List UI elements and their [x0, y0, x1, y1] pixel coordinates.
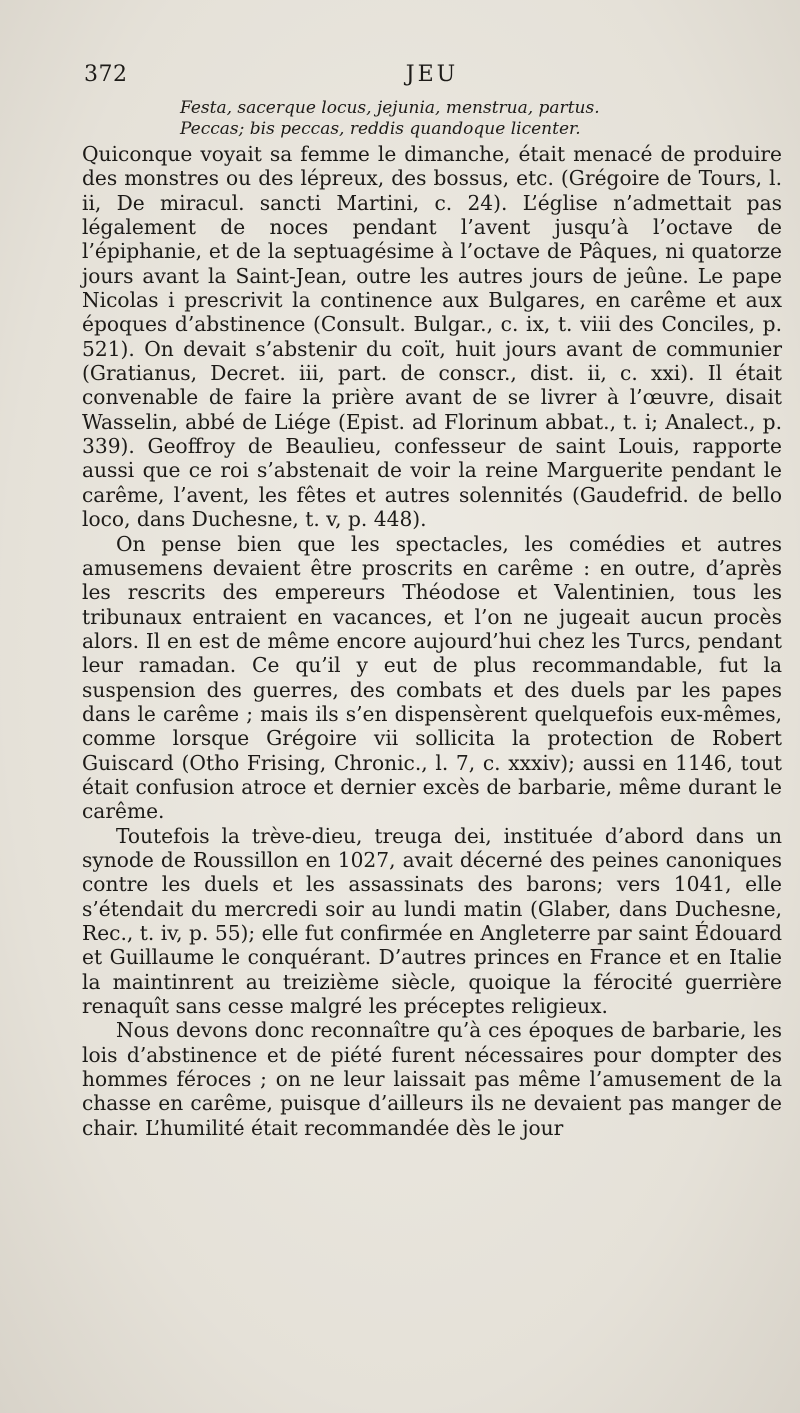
epigraph-line: Peccas; bis peccas, reddis quandoque licenter.: [180, 119, 581, 139]
body-text: [82, 142, 782, 1140]
latin-verse-epigraph: [180, 98, 700, 140]
paragraph: On pense bien que les spectacles, les comédies et autres amusemens devaient être proscrits en carême : en outre, d’après les rescrits des empereurs Théodose et Valentinien, tous les tribunaux entraient en vacances, et l’on ne jugeait aucun procès alors. Il en est de même encore aujourd’hui chez les Turcs, pendant leur ramadan. Ce qu’il y eut de plus recommandable, fut la suspension des guerres, des combats et des duels par les papes dans le carême ; mais ils s’en dispensèrent quelquefois eux-mêmes, comme lorsque Grégoire vii sollicita la protection de Robert Guiscard (Otho Frising, Chronic., l. 7, c. xxxiv); aussi en 1146, tout était confusion atroce et dernier excès de barbarie, même durant le carême.: [82, 531, 782, 824]
page-header: [84, 62, 780, 92]
running-head: JEU: [405, 62, 459, 87]
paragraph: Toutefois la trève-dieu, treuga dei, instituée d’abord dans un synode de Roussillon en 1027, avait décerné des peines canoniques contre les duels et les assassinats des barons; vers 1041, elle s’étendait du mercredi soir au lundi matin (Glaber, dans Duchesne, Rec., t. iv, p. 55); elle fut confirmée en Angleterre par saint Édouard et Guillaume le conquérant. D’autres princes en France et en Italie la maintinrent au treizième siècle, quoique la férocité guerrière renaquît sans cesse malgré les préceptes religieux.: [82, 823, 782, 1019]
epigraph-line: Festa, sacerque locus, jejunia, menstrua, partus.: [180, 98, 600, 118]
page-number: 372: [84, 62, 128, 87]
paragraph: Quiconque voyait sa femme le dimanche, était menacé de produire des monstres ou des lépreux, des bossus, etc. (Grégoire de Tours, l. ii, De miracul. sancti Martini, c. 24). L’église n’admettait pas légalement de noces pendant l’avent jusqu’à l’octave de l’épiphanie, et de la septuagésime à l’octave de Pâques, ni quatorze jours avant la Saint-Jean, outre les autres jours de jeûne. Le pape Nicolas i prescrivit la continence aux Bulgares, en carême et aux époques d’abstinence (Consult. Bulgar., c. ix, t. viii des Conciles, p. 521). On devait s’abstenir du coït, huit jours avant de communier (Gratianus, Decret. iii, part. de conscr., dist. ii, c. xxi). Il était convenable de faire la prière avant de se livrer à l’œuvre, disait Wasselin, abbé de Liége (Epist. ad Florinum abbat., t. i; Analect., p. 339). Geoffroy de Beaulieu, confesseur de saint Louis, rapporte aussi que ce roi s’abstenait de voir la reine Marguerite pendant le carême, l’avent, les fêtes et autres solennités (Gaudefrid. de bello loco, dans Duchesne, t. v, p. 448).: [82, 142, 782, 532]
paragraph: Nous devons donc reconnaître qu’à ces époques de barbarie, les lois d’abstinence et de piété furent nécessaires pour dompter des hommes féroces ; on ne leur laissait pas même l’amusement de la chasse en carême, puisque d’ailleurs ils ne devaient pas manger de chair. L’humilité était recommandée dès le jour: [82, 1018, 782, 1140]
